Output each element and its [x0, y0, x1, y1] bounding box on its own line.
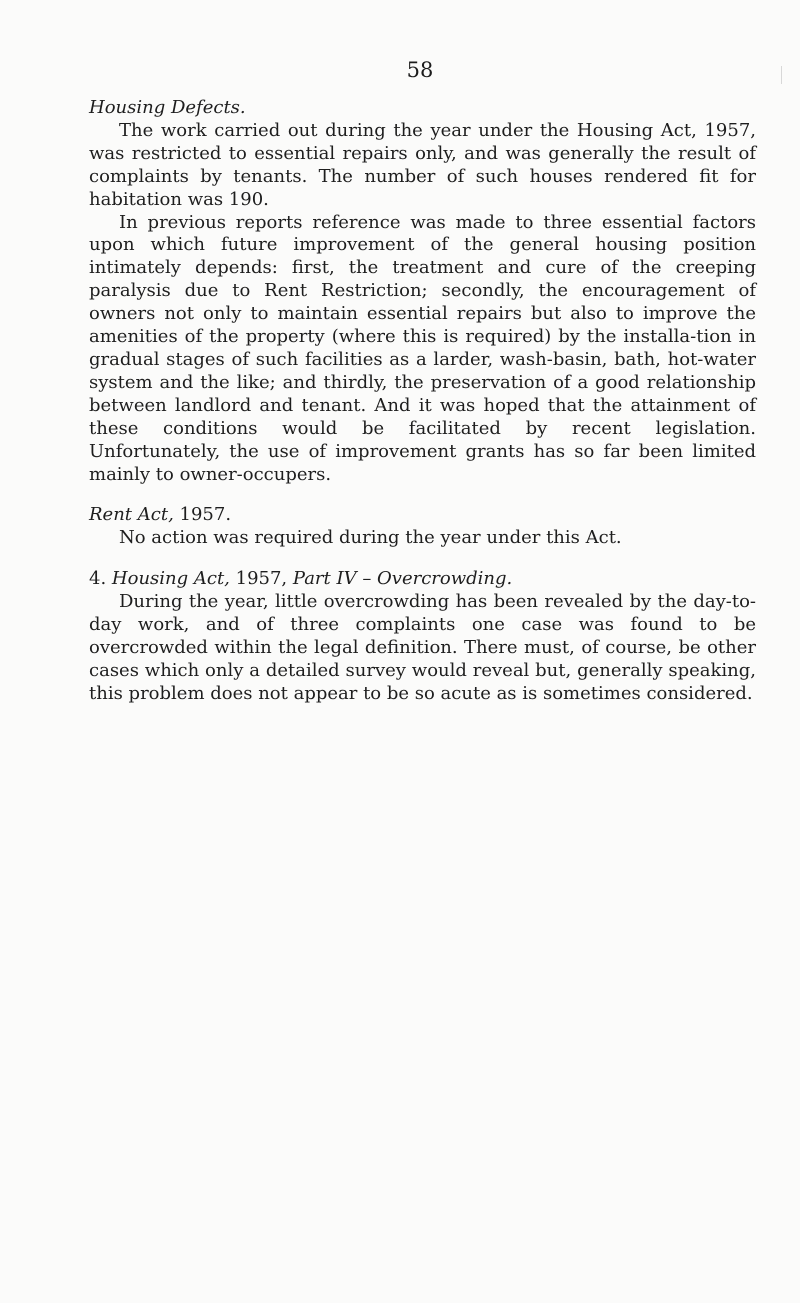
heading-italic-text-1: Housing Act, — [111, 568, 230, 590]
page-content — [89, 97, 756, 706]
paragraph-housing-defects-1: The work carried out during the year under the Housing Act, 1957, was restricted to essential repairs only, and was generally the result of complaints by tenants. The number of such houses rendered fit for habitation was 190. — [89, 119, 756, 210]
scan-edge-mark — [781, 66, 782, 84]
paragraph-rent-act-1: No action was required during the year under this Act. — [119, 527, 622, 549]
section-overcrowding — [89, 568, 756, 705]
paragraph-overcrowding-1: During the year, little overcrowding has been revealed by the day-to-day work, and of three complaints one case was found to be overcrowded within the legal definition. There must, of course, be other cases which only a detailed survey would reveal but, generally speaking, this problem does not appear to be so acute as is sometimes considered. — [89, 591, 756, 704]
section-heading-housing-defects — [89, 97, 756, 120]
heading-year-text: 1957. — [173, 504, 232, 526]
paragraph-housing-defects-2: In previous reports reference was made to three essential factors upon which future improvement of the general housing position intimately depends: first, the treatment and cure of the creeping paralysis due to Rent Restriction; secondly, the encouragement of owners not only to maintain essential repairs but also to improve the amenities of the property (where this is required) by the installa-tion in gradual stages of such facilities as a larder, wash-basin, bath, hot-water system and the like; and thirdly, the preservation of a good relationship between landlord and tenant. And it was hoped that the attainment of these conditions would be facilitated by recent legislation. Unfortunately, the use of improvement grants has so far been limited mainly to owner-occupers. — [89, 211, 756, 485]
section-number: 4. — [89, 568, 112, 590]
section-rent-act — [89, 504, 756, 550]
section-heading-rent-act — [89, 504, 756, 527]
heading-italic-text-2: Part IV – Overcrowding. — [292, 568, 513, 590]
section-housing-defects — [89, 97, 756, 486]
page-number: 58 — [406, 58, 434, 82]
heading-italic-text: Rent Act, — [89, 504, 174, 526]
section-heading-overcrowding — [89, 568, 756, 591]
heading-text: Housing Defects. — [89, 97, 246, 118]
heading-year-text: 1957, — [229, 568, 293, 590]
